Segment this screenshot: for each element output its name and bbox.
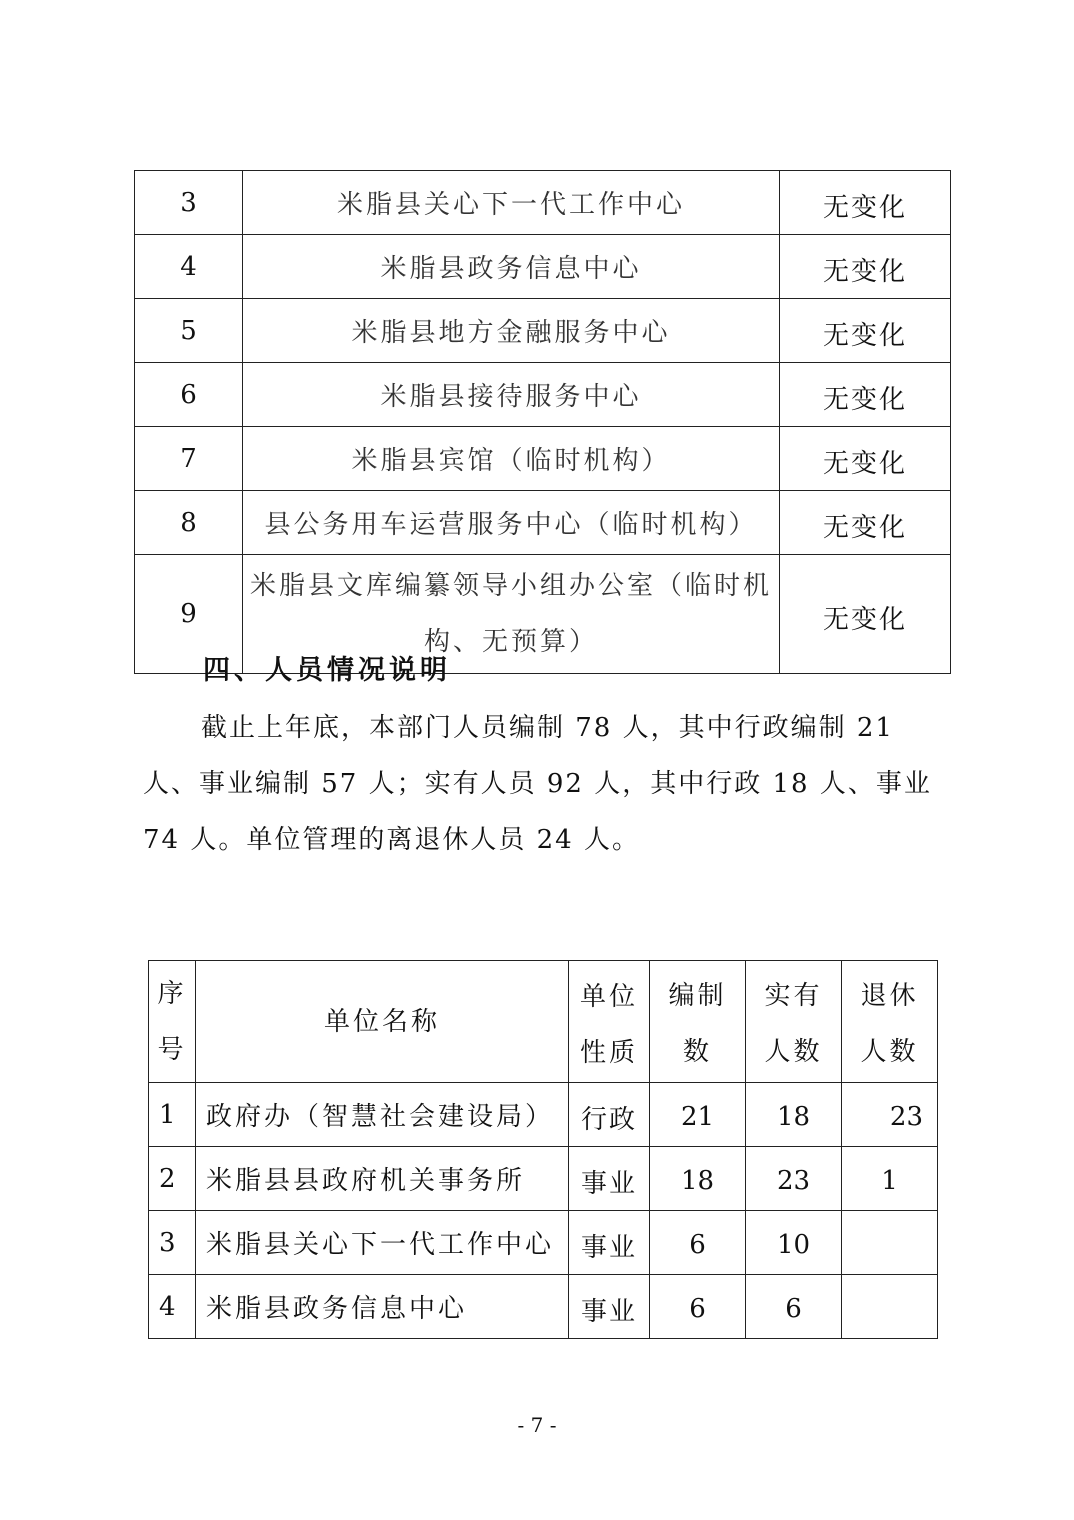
retired-count — [842, 1275, 938, 1339]
row-number: 9 — [135, 555, 243, 674]
header-text: 编制 — [668, 980, 727, 1011]
unit-type: 事业 — [569, 1147, 650, 1211]
retired-count — [842, 1211, 938, 1275]
staffing-table — [148, 960, 938, 1339]
unit-name: 米脂县关心下一代工作中心 — [243, 171, 780, 235]
staffing-count: 21 — [650, 1083, 746, 1147]
header-text: 序 — [157, 978, 187, 1009]
row-number: 1 — [149, 1083, 196, 1147]
unit-name: 米脂县接待服务中心 — [243, 363, 780, 427]
table-row — [135, 299, 951, 363]
header-unit-type — [569, 961, 650, 1083]
unit-name: 米脂县政务信息中心 — [243, 235, 780, 299]
change-status: 无变化 — [780, 171, 951, 235]
staffing-count: 6 — [650, 1211, 746, 1275]
section-heading: 四、人员情况说明 — [203, 655, 451, 686]
change-status: 无变化 — [780, 299, 951, 363]
table-header-row — [149, 961, 938, 1083]
unit-type: 事业 — [569, 1275, 650, 1339]
actual-count: 6 — [746, 1275, 842, 1339]
change-status: 无变化 — [780, 555, 951, 674]
unit-name: 米脂县地方金融服务中心 — [243, 299, 780, 363]
table-row — [149, 1147, 938, 1211]
unit-type: 行政 — [569, 1083, 650, 1147]
header-retired — [842, 961, 938, 1083]
retired-count: 1 — [842, 1147, 938, 1211]
unit-name: 米脂县宾馆（临时机构） — [243, 427, 780, 491]
header-text: 实有 — [764, 980, 823, 1011]
header-text: 数 — [682, 1036, 712, 1067]
header-text: 单位 — [579, 981, 638, 1012]
table-row — [149, 1211, 938, 1275]
row-number: 2 — [149, 1147, 196, 1211]
header-actual — [746, 961, 842, 1083]
header-text: 号 — [157, 1034, 187, 1065]
unit-name: 政府办（智慧社会建设局） — [196, 1083, 569, 1147]
table-row — [149, 1275, 938, 1339]
unit-type: 事业 — [569, 1211, 650, 1275]
row-number: 3 — [135, 171, 243, 235]
change-status: 无变化 — [780, 427, 951, 491]
table-row — [135, 427, 951, 491]
header-text: 人数 — [764, 1036, 823, 1067]
row-number: 4 — [149, 1275, 196, 1339]
actual-count: 10 — [746, 1211, 842, 1275]
staffing-count: 6 — [650, 1275, 746, 1339]
table-row — [135, 491, 951, 555]
unit-name: 米脂县政务信息中心 — [196, 1275, 569, 1339]
change-status: 无变化 — [780, 491, 951, 555]
unit-name: 米脂县县政府机关事务所 — [196, 1147, 569, 1211]
unit-name-line: 米脂县文库编纂领导小组办公室（临时机 — [249, 571, 772, 601]
actual-count: 18 — [746, 1083, 842, 1147]
retired-count: 23 — [842, 1083, 938, 1147]
row-number: 8 — [135, 491, 243, 555]
staffing-count: 18 — [650, 1147, 746, 1211]
page-number: - 7 - — [517, 1413, 557, 1437]
row-number: 5 — [135, 299, 243, 363]
change-status: 无变化 — [780, 235, 951, 299]
table-row — [149, 1083, 938, 1147]
row-number: 4 — [135, 235, 243, 299]
header-number — [149, 961, 196, 1083]
institution-change-table — [134, 170, 951, 674]
table-row — [135, 171, 951, 235]
unit-name: 米脂县关心下一代工作中心 — [196, 1211, 569, 1275]
actual-count: 23 — [746, 1147, 842, 1211]
row-number: 6 — [135, 363, 243, 427]
header-unit-name: 单位名称 — [196, 961, 569, 1083]
staff-summary-text: 截止上年底，本部门人员编制 78 人，其中行政编制 21 人、事业编制 57 人；实有人员 92 人，其中行政 18 人、事业 74 人。单位管理的离退休人员 24 人。 — [143, 713, 932, 855]
staff-summary-paragraph — [143, 700, 943, 868]
header-text: 人数 — [860, 1036, 919, 1067]
change-status: 无变化 — [780, 363, 951, 427]
row-number: 3 — [149, 1211, 196, 1275]
header-text: 性质 — [579, 1037, 638, 1068]
table-row — [135, 363, 951, 427]
header-staffing — [650, 961, 746, 1083]
table-row — [135, 235, 951, 299]
unit-name: 县公务用车运营服务中心（临时机构） — [243, 491, 780, 555]
row-number: 7 — [135, 427, 243, 491]
header-text: 退休 — [860, 980, 919, 1011]
unit-name-line: 构、无预算） — [423, 627, 598, 657]
